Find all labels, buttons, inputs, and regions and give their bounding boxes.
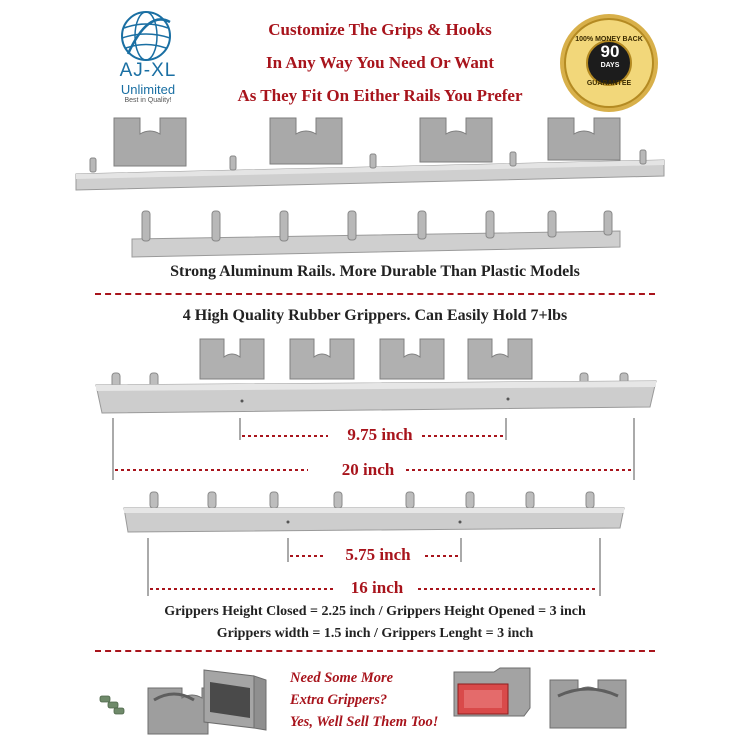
rail-16-inch-image — [120, 490, 630, 538]
grippers-caption: 4 High Quality Rubber Grippers. Can Easily Hold 7+lbs — [182, 307, 568, 324]
length-label-20: 20 inch — [341, 460, 395, 479]
logo-name: AJ-XL — [119, 60, 177, 81]
promo-line-3: Yes, Well Sell Them Too! — [290, 714, 439, 730]
headline-line-3: As They Fit On Either Rails You Prefer — [237, 86, 523, 105]
extra-grippers-left-image — [92, 660, 282, 748]
spacing-label-5-75: 5.75 inch — [345, 545, 411, 564]
spacing-label-9-75: 9.75 inch — [347, 425, 413, 444]
spec-line-1: Grippers Height Closed = 2.25 inch / Grippers Height Opened = 3 inch — [164, 604, 586, 619]
promo-line-1: Need Some More — [290, 670, 394, 686]
headline-line-1: Customize The Grips & Hooks — [268, 20, 492, 39]
seal-days: DAYS — [600, 62, 620, 69]
promo-line-2: Extra Grippers? — [290, 692, 388, 708]
globe-logo-icon — [118, 8, 174, 64]
seal-bottom-text: GUARANTEE — [586, 80, 632, 87]
rail-20-inch-image — [90, 335, 660, 415]
red-dashed-divider-bottom — [95, 650, 655, 652]
seal-top-text: 100% MONEY BACK — [575, 36, 643, 43]
spec-line-2: Grippers width = 1.5 inch / Grippers Lenght = 3 inch — [216, 626, 534, 641]
headline-line-2: In Any Way You Need Or Want — [266, 53, 494, 72]
length-label-16: 16 inch — [350, 578, 404, 597]
long-rail-with-grippers-image — [70, 112, 670, 200]
extra-grippers-right-image — [450, 660, 660, 748]
logo-tagline: Best in Quality! — [124, 97, 172, 104]
seal-number: 90 — [600, 42, 620, 61]
short-rail-with-hooks-image — [128, 205, 628, 267]
red-dashed-divider — [95, 293, 655, 295]
logo-subtitle: Unlimited — [120, 82, 176, 97]
rails-caption: Strong Aluminum Rails. More Durable Than Plastic Models — [170, 263, 580, 280]
